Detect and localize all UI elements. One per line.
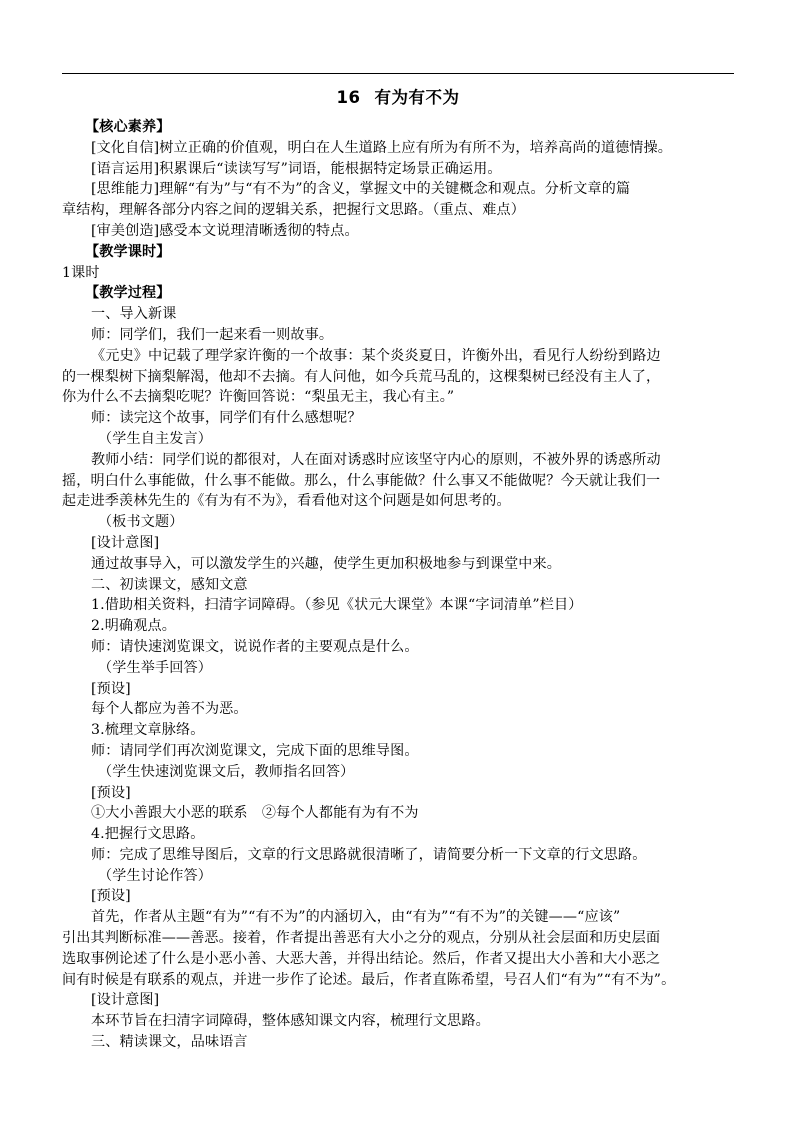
text-line: 3.梳理文章脉络。 <box>91 722 205 739</box>
text-line: （学生讨论作答） <box>98 867 212 884</box>
text-line: （学生快速浏览课文后，教师指名回答） <box>98 763 355 780</box>
section-heading: 【核心素养】 <box>85 119 171 135</box>
text-line: 的一棵梨树下摘梨解渴，他却不去摘。有人问他，如今兵荒马乱的，这棵梨树已经没有主人了， <box>62 368 661 385</box>
text-line: 一、导入新课 <box>91 306 177 323</box>
text-line: [预设] <box>91 784 131 801</box>
text-line: [思维能力]理解“有为”与“有不为”的含义，掌握文中的关键概念和观点。分析文章的篇 <box>91 181 631 198</box>
lesson-number: 16 <box>336 88 361 107</box>
text-line: 你为什么不去摘梨吃呢？许衡回答说：“梨虽无主，我心有主。” <box>62 389 455 406</box>
text-line: 2.明确观点。 <box>91 618 176 635</box>
text-line: 师：同学们，我们一起来看一则故事。 <box>91 326 334 343</box>
text-line: ①大小善跟大小恶的联系 ②每个人都能有为有不为 <box>91 805 419 822</box>
text-line: 起走进季羡林先生的《有为有不为》，看看他对这个问题是如何思考的。 <box>62 493 511 510</box>
text-line: 本环节旨在扫清字词障碍，整体感知课文内容，梳理行文思路。 <box>91 1013 490 1030</box>
text-line: [语言运用]积累课后“读读写写”词语，能根据特定场景正确运用。 <box>91 160 502 177</box>
lesson-title: 有为有不为 <box>374 88 460 107</box>
text-line: 每个人都应为善不为恶。 <box>91 701 248 718</box>
text-line: 引出其判断标准——善恶。接着，作者提出善恶有大小之分的观点，分别从社会层面和历史层面 <box>62 930 661 947</box>
section-heading: 【教学课时】 <box>85 243 171 260</box>
text-line: [设计意图] <box>91 992 160 1009</box>
text-line: 首先，作者从主题“有为”“有不为”的内涵切入，由“有为”“有不为”的关键——“应该” <box>91 909 621 926</box>
text-line: 教师小结：同学们说的都很对，人在面对诱惑时应该坚守内心的原则，不被外界的诱惑所动 <box>91 451 661 468</box>
text-line: 选取事例论述了什么是小恶小善、大恶大善，并得出结论。然后，作者又提出大小善和大小恶之 <box>62 950 661 967</box>
text-line: （学生自主发言） <box>98 430 212 447</box>
text-line: 二、初读课文，感知文意 <box>91 576 248 593</box>
text-line: 摇，明白什么事能做，什么事不能做。那么，什么事能做？什么事又不能做呢？今天就让我们一 <box>62 472 661 489</box>
text-line: [文化自信]树立正确的价值观，明白在人生道路上应有所为有所不为，培养高尚的道德情操。 <box>91 139 673 156</box>
text-line: [预设] <box>91 680 131 697</box>
text-line: 章结构，理解各部分内容之间的逻辑关系，把握行文思路。（重点、难点） <box>62 202 525 219</box>
text-line: 师：读完这个故事，同学们有什么感想呢？ <box>91 410 362 427</box>
text-line: 1.借助相关资料，扫清字词障碍。（参见《状元大课堂》本课“字词清单”栏目） <box>91 597 583 614</box>
text-line: 1课时 <box>62 264 100 281</box>
text-line: [审美创造]感受本文说理清晰透彻的特点。 <box>91 222 359 239</box>
text-line: 《元史》中记载了理学家许衡的一个故事：某个炎炎夏日，许衡外出，看见行人纷纷到路边 <box>91 347 661 364</box>
text-line: 通过故事导入，可以激发学生的兴趣，使学生更加积极地参与到课堂中来。 <box>91 555 562 572</box>
section-heading: 【教学过程】 <box>85 285 171 302</box>
header-rule <box>62 73 734 74</box>
text-line: 间有时候是有联系的观点，并进一步作了论述。最后，作者直陈希望，号召人们“有为”“有不为”。 <box>62 971 676 988</box>
text-line: 三、精读课文，品味语言 <box>91 1034 248 1051</box>
text-line: 师：完成了思维导图后，文章的行文思路就很清晰了，请简要分析一下文章的行文思路。 <box>91 846 647 863</box>
text-line: （学生举手回答） <box>98 659 212 676</box>
page-title <box>62 87 734 109</box>
text-line: [预设] <box>91 888 131 905</box>
text-line: [设计意图] <box>91 534 160 551</box>
document-body <box>62 117 734 1053</box>
text-line: 师：请同学们再次浏览课文，完成下面的思维导图。 <box>91 742 419 759</box>
text-line: （板书文题） <box>98 514 184 531</box>
text-line: 师：请快速浏览课文，说说作者的主要观点是什么。 <box>91 638 419 655</box>
text-line: 4.把握行文思路。 <box>91 826 205 843</box>
